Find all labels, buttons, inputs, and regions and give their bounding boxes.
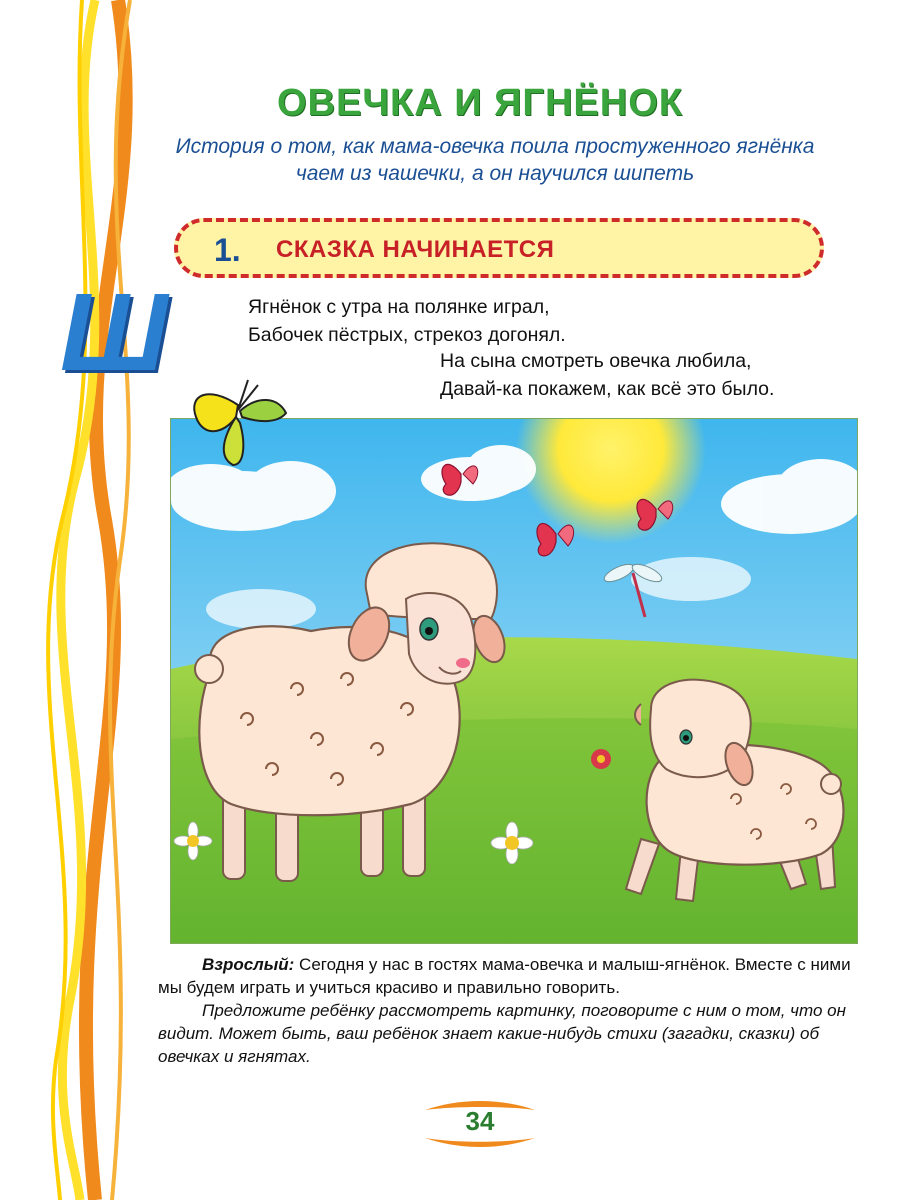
adult-label: Взрослый:	[202, 955, 295, 974]
guidance-text	[158, 953, 858, 1068]
yellow-butterfly-icon	[178, 365, 290, 475]
instruction-text: Предложите ребёнку рассмотреть картинку, поговорите с ним о том, что он видит. Может быть, ваш ребёнок знает какие-нибудь стихи (загадки, сказки) об овечках и ягнятах.	[158, 1001, 846, 1066]
poem-line: На сына смотреть овечка любила,	[440, 350, 752, 372]
poem-line: Давай-ка покажем, как всё это было.	[440, 378, 775, 400]
section-title: СКАЗКА НАЧИНАЕТСЯ	[276, 236, 555, 263]
poem-stanza-1	[248, 293, 566, 349]
page-title: ОВЕЧКА И ЯГНЁНОК	[276, 82, 684, 124]
illustration-sheep-and-lamb	[170, 418, 858, 944]
page-subtitle	[140, 133, 850, 187]
poem-line: Бабочек пёстрых, стрекоз догонял.	[248, 324, 566, 346]
red-flower-icon	[591, 749, 611, 769]
subtitle-line: чаем из чашечки, а он научился шипеть	[295, 162, 695, 185]
decorative-ribbons	[0, 0, 160, 1200]
section-number: 1.	[214, 232, 241, 268]
page-number-badge	[420, 1098, 540, 1150]
sound-letter: Ш	[60, 271, 168, 394]
subtitle-line: История о том, как мама-овечка поила простуженного ягнёнка	[175, 135, 815, 158]
poem-stanza-2	[440, 347, 774, 403]
poem-line: Ягнёнок с утра на полянке играл,	[248, 296, 550, 318]
section-banner	[174, 218, 824, 278]
page-number: 34	[465, 1106, 495, 1136]
adult-text: Сегодня у нас в гостях мама-овечка и малыш-ягнёнок. Вместе с ними мы будем играть и учиться красиво и правильно говорить.	[158, 955, 851, 997]
